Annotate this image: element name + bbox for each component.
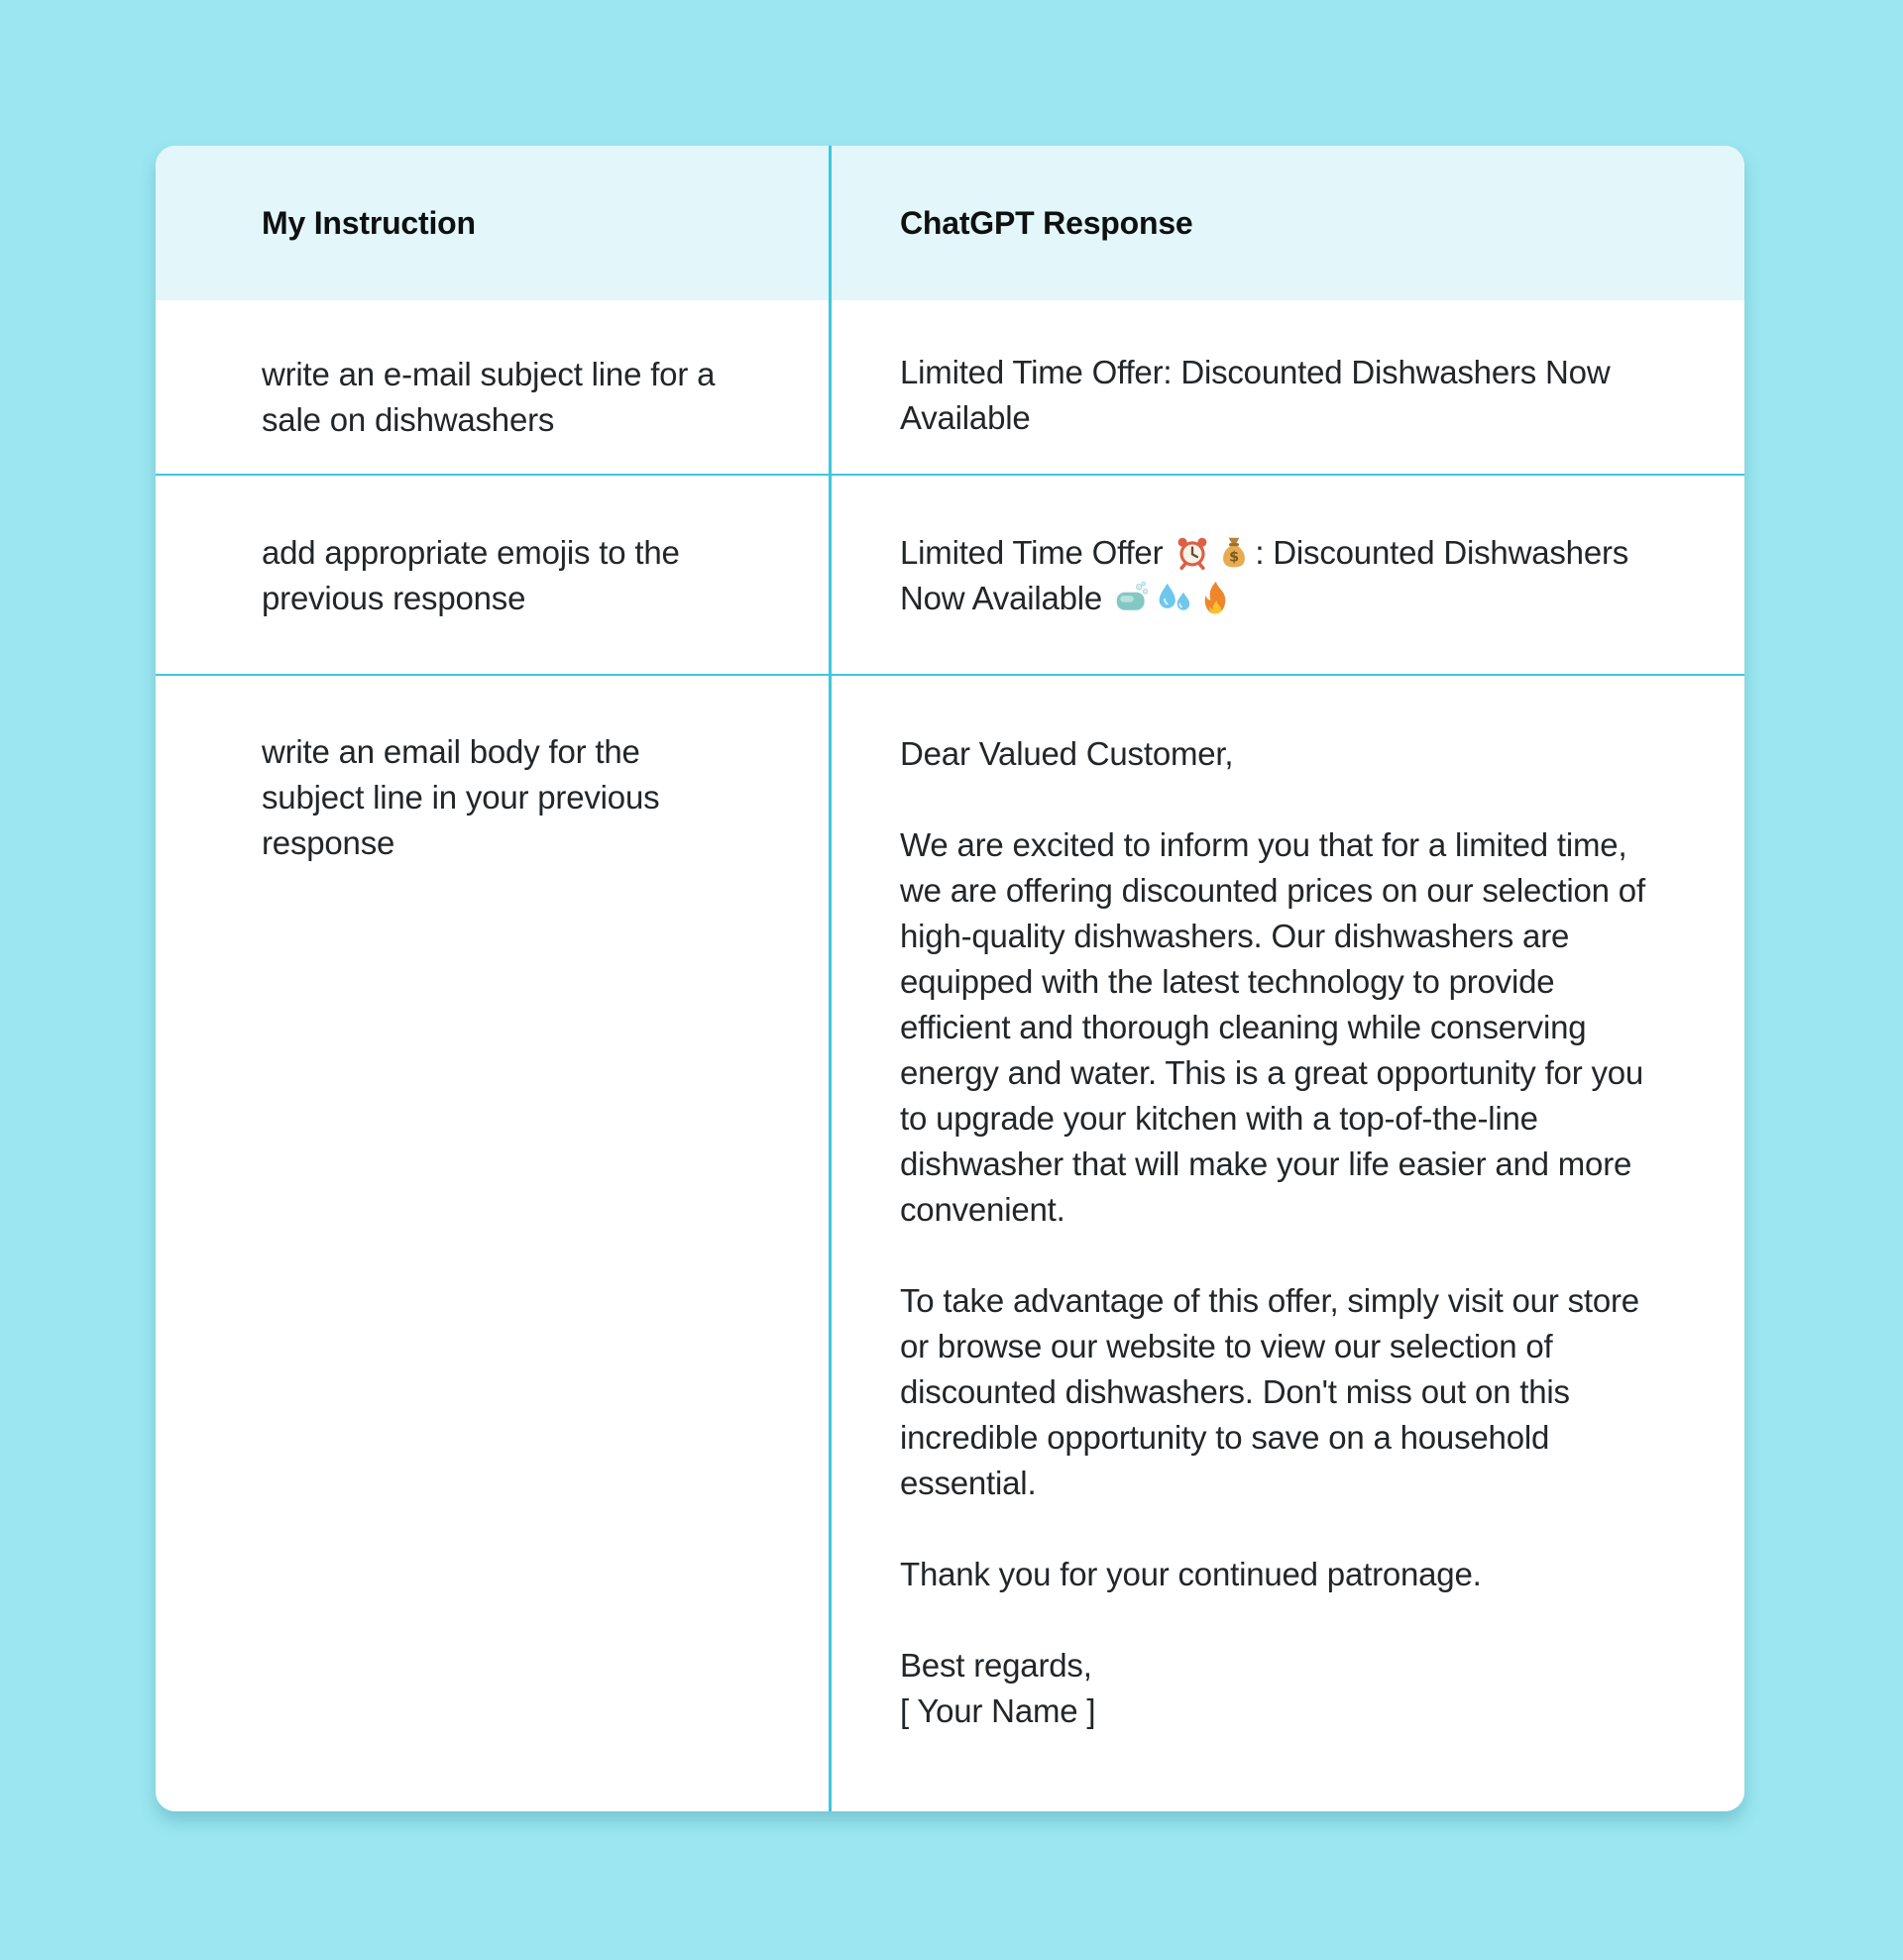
column-header-my-instruction: My Instruction <box>262 204 476 241</box>
email-paragraph <box>900 1552 1653 1597</box>
email-paragraph <box>900 731 1653 777</box>
table-row-3-instruction-cell <box>156 676 832 1811</box>
response-text-with-emojis: Limited Time Offer $ : Discounted Dishwashers Now Available <box>832 476 1744 651</box>
fire-emoji-icon <box>1197 576 1233 621</box>
table-row-3-response-cell <box>832 676 1744 1811</box>
email-paragraph <box>900 1643 1653 1734</box>
header-cell-chatgpt-response <box>832 146 1744 300</box>
email-line: [ Your Name ] <box>900 1692 1096 1729</box>
table-row-1-instruction-cell <box>156 300 832 476</box>
instruction-text: write an email body for the subject line in your previous response <box>262 733 660 861</box>
instruction-response-table <box>156 146 1744 1811</box>
email-body-text <box>832 676 1744 1811</box>
header-cell-my-instruction <box>156 146 832 300</box>
email-line: Best regards, <box>900 1647 1092 1684</box>
sweat-droplets-emoji-icon <box>1156 576 1191 621</box>
email-line: Thank you for your continued patronage. <box>900 1556 1482 1592</box>
instruction-text: write an e-mail subject line for a sale on dishwashers <box>262 356 716 438</box>
instruction-text: add appropriate emojis to the previous response <box>262 534 680 616</box>
money-bag-emoji-icon <box>1216 530 1252 576</box>
svg-text:$: $ <box>1229 549 1240 566</box>
table-row-2-instruction-cell <box>156 476 832 676</box>
email-paragraph <box>900 822 1653 1233</box>
table-row-1-response-cell <box>832 300 1744 476</box>
email-line: To take advantage of this offer, simply visit our store or browse our website to view our selection of discounted dishwashers. Don't miss out on this incredible opportunity to save on a household essential. <box>900 1282 1639 1501</box>
soap-emoji-icon <box>1114 576 1150 621</box>
email-line: We are excited to inform you that for a limited time, we are offering discounted prices on our selection of high-quality dishwashers. Our dishwashers are equipped with the latest technology to provide efficient and thorough cleaning while conserving energy and water. This is a great opportunity for you to upgrade your kitchen with a top-of-the-line dishwasher that will make your life easier and more convenient. <box>900 826 1645 1228</box>
email-paragraph <box>900 1278 1653 1506</box>
response-text: Limited Time Offer: Discounted Dishwashers Now Available <box>900 354 1611 436</box>
column-header-chatgpt-response: ChatGPT Response <box>900 204 1193 241</box>
table-row-2-response-cell <box>832 476 1744 676</box>
alarm-clock-emoji-icon <box>1175 530 1210 576</box>
email-line: Dear Valued Customer, <box>900 735 1234 772</box>
